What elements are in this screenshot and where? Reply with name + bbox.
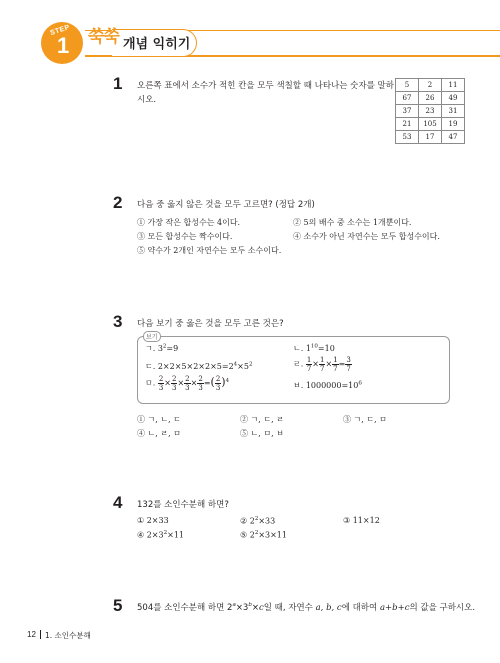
footer-divider bbox=[40, 630, 41, 639]
question-4-text: 132를 소인수분해 하면? bbox=[137, 500, 229, 510]
question-4-option-2[interactable]: ② $2^2\times 33$ bbox=[240, 516, 276, 526]
grid-cell: 31 bbox=[442, 105, 465, 118]
question-1-text-line2: 시오. bbox=[137, 95, 157, 105]
question-3-option-1[interactable]: ① ㄱ, ㄴ, ㄷ bbox=[137, 415, 181, 424]
page-header bbox=[0, 0, 500, 70]
question-3-option-2[interactable]: ② ㄱ, ㄷ, ㄹ bbox=[240, 415, 284, 424]
question-3-option-5[interactable]: ⑤ ㄴ, ㅁ, ㅂ bbox=[240, 429, 284, 438]
question-4-option-4[interactable]: ④ $2\times 3^2\times 11$ bbox=[137, 530, 184, 540]
chapter-title: 1. 소인수분해 bbox=[45, 631, 91, 640]
example-item-c: ㄷ. $2\times 2\times 5\times 2\times 2\times 5=2^4\times 5^2$ bbox=[145, 361, 253, 371]
example-item-b: ㄴ. $1^{10}=10$ bbox=[293, 343, 335, 353]
question-2-text: 다음 중 옳지 않은 것을 모두 고르면? (정답 2개) bbox=[137, 200, 315, 210]
example-item-f: ㅂ. $1000000=10^6$ bbox=[293, 380, 362, 390]
question-3-option-3[interactable]: ③ ㄱ, ㄷ, ㅁ bbox=[343, 415, 387, 424]
question-3-number: 3 bbox=[113, 312, 123, 331]
question-2-number: 2 bbox=[113, 193, 123, 212]
example-item-e: ㅁ. $\frac{2}{3}$ × $\frac{2}{3}$ × $\frac{2}{3}$ × $\frac{2}{3}$ =( $\frac{2}{3}$ )$^4$ bbox=[145, 375, 230, 392]
grid-cell: 105 bbox=[419, 118, 442, 131]
question-4-option-3[interactable]: ③ 11×12 bbox=[343, 516, 380, 525]
page-number: 12 bbox=[27, 630, 36, 639]
example-box-tag: 보기 bbox=[143, 331, 161, 342]
table-row bbox=[396, 92, 465, 105]
grid-cell: 17 bbox=[419, 131, 442, 144]
grid-cell: 26 bbox=[419, 92, 442, 105]
grid-cell: 49 bbox=[442, 92, 465, 105]
grid-cell: 19 bbox=[442, 118, 465, 131]
question-3-option-4[interactable]: ④ ㄴ, ㄹ, ㅁ bbox=[137, 429, 181, 438]
grid-cell: 37 bbox=[396, 105, 419, 118]
question-4-number: 4 bbox=[113, 493, 123, 512]
grid-cell: 53 bbox=[396, 131, 419, 144]
question-2-option-2[interactable]: ② 5의 배수 중 소수는 1개뿐이다. bbox=[293, 218, 412, 227]
question-3-text: 다음 보기 중 옳은 것을 모두 고른 것은? bbox=[137, 319, 284, 329]
grid-cell: 67 bbox=[396, 92, 419, 105]
page-title: 개념 익히기 bbox=[123, 37, 191, 52]
question-2-option-3[interactable]: ③ 모든 합성수는 짝수이다. bbox=[137, 232, 233, 241]
table-row bbox=[396, 131, 465, 144]
header-ssuk: 쑥쑥 bbox=[88, 27, 119, 47]
step-label: STEP bbox=[49, 24, 71, 37]
table-row bbox=[396, 118, 465, 131]
example-item-a: ㄱ. $3^2=9$ bbox=[145, 343, 179, 353]
grid-cell: 23 bbox=[419, 105, 442, 118]
step-number: 1 bbox=[57, 33, 70, 58]
question-1-text: 오른쪽 표에서 소수가 적힌 칸을 모두 색칠할 때 나타나는 숫자를 말하 bbox=[137, 81, 394, 91]
number-grid-table bbox=[395, 78, 465, 144]
question-5-number: 5 bbox=[113, 596, 123, 615]
grid-cell: 11 bbox=[442, 79, 465, 92]
table-row bbox=[396, 105, 465, 118]
grid-cell: 2 bbox=[419, 79, 442, 92]
grid-cell: 5 bbox=[396, 79, 419, 92]
table-row bbox=[396, 79, 465, 92]
question-2-option-1[interactable]: ① 가장 작은 합성수는 4이다. bbox=[137, 218, 241, 227]
grid-cell: 21 bbox=[396, 118, 419, 131]
grid-cell: 47 bbox=[442, 131, 465, 144]
question-5-text: 504를 소인수분해 하면 $2^a\times 3^b\times c$일 때, 자연수 a, b, c에 대하여 a+b+c의 값을 구하시오. bbox=[137, 602, 476, 613]
question-4-option-1[interactable]: ① 2×33 bbox=[137, 516, 169, 525]
question-2-option-5[interactable]: ⑤ 약수가 2개인 자연수는 모두 소수이다. bbox=[137, 246, 282, 255]
example-item-d: ㄹ. $\frac{1}{7}$ × $\frac{1}{7}$ × $\frac{1}{7}$ = $\frac{3}{7}$ bbox=[293, 356, 351, 373]
question-1-number: 1 bbox=[113, 74, 123, 93]
question-4-option-5[interactable]: ⑤ $2^2\times 3\times 11$ bbox=[240, 530, 287, 540]
question-2-option-4[interactable]: ④ 소수가 아닌 자연수는 모두 합성수이다. bbox=[293, 232, 440, 241]
